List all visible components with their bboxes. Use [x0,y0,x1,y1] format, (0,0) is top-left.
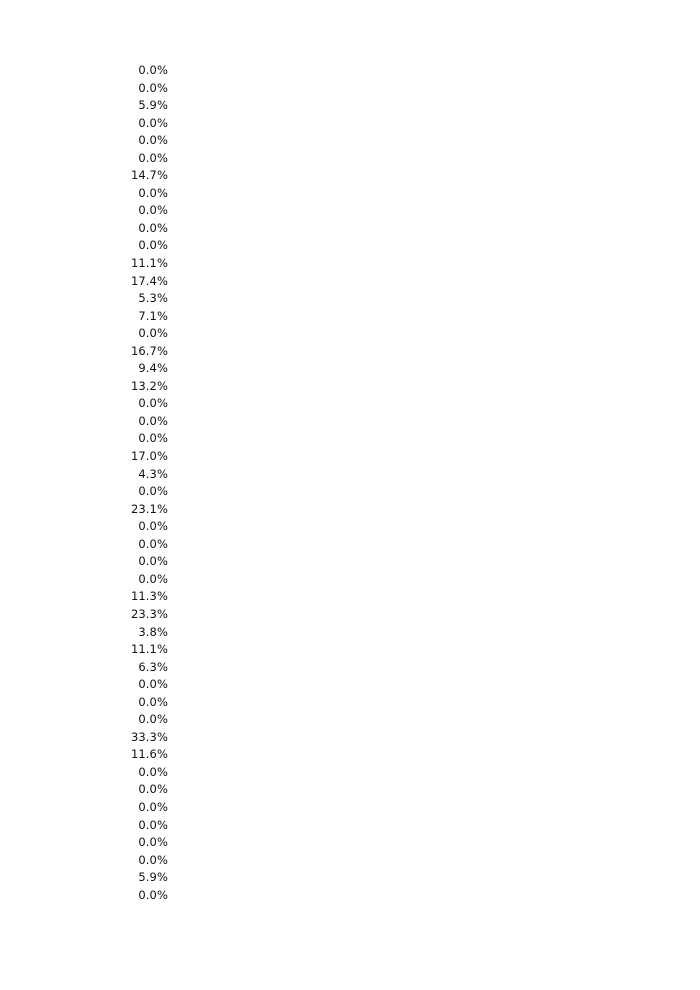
value-cell: 0.0% [138,852,168,867]
value-cell: 0.0% [138,712,168,727]
value-cell: 0.0% [138,764,168,779]
value-cell: 0.0% [138,115,168,130]
value-cell: 11.1% [130,642,168,657]
value-cell: 0.0% [138,835,168,850]
value-cell: 0.0% [138,203,168,218]
value-cell: 9.4% [138,361,168,376]
value-cell: 0.0% [138,484,168,499]
value-cell: 0.0% [138,80,168,95]
value-cell: 5.3% [138,291,168,306]
value-cell: 17.4% [130,273,168,288]
value-cell: 0.0% [138,554,168,569]
value-cell: 4.3% [138,466,168,481]
value-cell: 0.0% [138,431,168,446]
value-cell: 23.3% [130,606,168,621]
value-cell: 0.0% [138,536,168,551]
value-cell: 0.0% [138,887,168,902]
value-cell: 0.0% [138,817,168,832]
value-cell: 11.1% [130,256,168,271]
value-cell: 5.9% [138,98,168,113]
value-cell: 0.0% [138,571,168,586]
percentage-value-column [104,62,168,904]
value-cell: 0.0% [138,677,168,692]
value-cell: 5.9% [138,870,168,885]
value-cell: 11.3% [130,589,168,604]
value-cell: 0.0% [138,519,168,534]
value-cell: 0.0% [138,799,168,814]
value-cell: 13.2% [130,378,168,393]
value-cell: 11.6% [130,747,168,762]
value-cell: 3.8% [138,624,168,639]
value-cell: 7.1% [138,308,168,323]
value-cell: 14.7% [130,168,168,183]
value-cell: 0.0% [138,150,168,165]
value-cell: 16.7% [130,343,168,358]
value-cell: 0.0% [138,694,168,709]
value-cell: 0.0% [138,63,168,77]
value-cell: 0.0% [138,238,168,253]
value-cell: 0.0% [138,133,168,148]
value-cell: 17.0% [130,449,168,464]
value-cell: 0.0% [138,413,168,428]
value-cell: 0.0% [138,326,168,341]
value-cell: 33.3% [130,729,168,744]
value-cell: 0.0% [138,220,168,235]
value-cell: 23.1% [130,501,168,516]
value-cell: 0.0% [138,185,168,200]
value-cell: 6.3% [138,659,168,674]
value-cell: 0.0% [138,782,168,797]
value-cell: 0.0% [138,396,168,411]
